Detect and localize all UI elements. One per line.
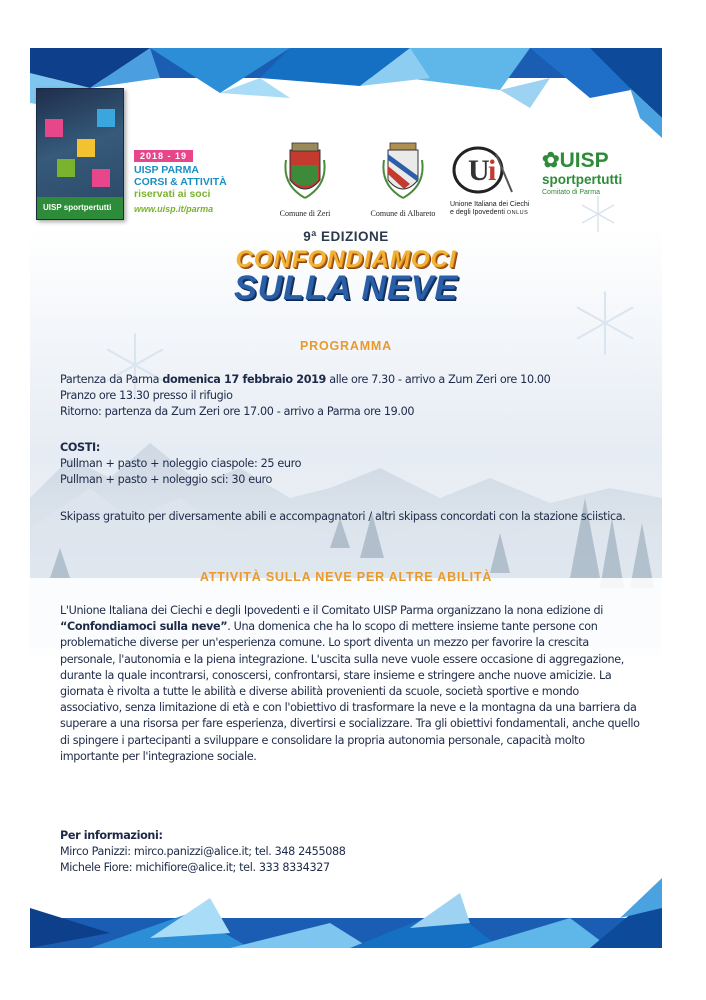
uisp-name: UISP [559, 149, 609, 172]
uici-emblem-icon [450, 144, 520, 194]
brochure-cover-image [36, 88, 124, 220]
programma-block [60, 372, 640, 421]
svg-text:i: i [488, 154, 497, 187]
uici-line2: e degli Ipovedenti [450, 209, 505, 216]
costi-heading: COSTI: [60, 441, 100, 454]
corsi-label: CORSI & ATTIVITÀ [134, 176, 227, 188]
website-label: www.uisp.it/parma [134, 204, 214, 214]
skipass-note: Skipass gratuito per diversamente abili e accompagnatori / altri skipass concordati con la stazione sciistica. [60, 510, 626, 523]
lunch-line: Pranzo ore 13.30 presso il rifugio [60, 389, 233, 403]
uisp-runner-icon: ✿ [542, 149, 560, 172]
contact-mirco: Mirco Panizzi: mirco.panizzi@alice.it; tel. 348 2455088 [60, 845, 346, 859]
departure-date: domenica 17 febbraio 2019 [162, 373, 326, 386]
costi-item-ciaspole: Pullman + pasto + noleggio ciaspole: 25 euro [60, 457, 302, 471]
uisp-committee: Comitato di Parma [542, 189, 600, 196]
departure-post: alle ore 7.30 - arrivo a Zum Zeri ore 10.00 [326, 373, 551, 386]
svg-text:U: U [468, 154, 490, 187]
uisp-parma-label: UISP PARMA [134, 164, 199, 176]
description-intro: L'Unione Italiana dei Ciechi e degli Ipovedenti e il Comitato UISP Parma organizzano la nona edizione di [60, 604, 604, 617]
poster-sheet [30, 48, 662, 948]
albareto-crest-icon [380, 140, 426, 202]
brochure-brand: UISP sportpertutti [43, 203, 112, 212]
costi-block [60, 440, 640, 489]
departure-pre: Partenza da Parma [60, 373, 163, 386]
comune-albareto-label: Comune di Albareto [370, 209, 436, 218]
uisp-corsi-logo [134, 146, 274, 214]
edition-label: 9ª EDIZIONE [303, 229, 389, 244]
zeri-crest-icon [282, 140, 328, 202]
riservati-label: riservati ai soci [134, 188, 211, 200]
programma-heading: PROGRAMMA [300, 339, 392, 353]
uisp-tagline: sportpertutti [542, 172, 623, 187]
description-body: . Una domenica che ha lo scopo di mettere insieme tante persone con problematiche diverse per un'esperienza comune. Lo sport diventa un mezzo per favorire la crescita personale, l'autonomia e la piena integrazione. L'uscita sulla neve vuole essere occasione di aggregazione, durante la quale incontrarsi, conoscersi, confrontarsi, stare insieme e stringere anche nuove amicizie. La giornata è rivolta a tutte le abilità e diverse abilità provenienti da scuole, società sportive e mondo associativo, senza limitazione di età e con l'obiettivo di trasformare la neve e la montagna da una barriera da superare a una risorsa per fare esperienza, divertirsi e socializzare. Tra gli obiettivi fondamentali, anche quello di spingere i partecipanti a sviluppare e consolidare la propria autonomia personale, capacità molto importante per l'integrazione sociale. [60, 620, 640, 763]
uici-line1: Unione Italiana dei Ciechi [450, 201, 530, 208]
info-block [60, 828, 640, 877]
title-line-1: CONFONDIAMOCI [235, 246, 457, 273]
description-paragraph [60, 603, 640, 765]
bottom-geometric-banner [30, 878, 662, 948]
contact-michele: Michele Fiore: michifiore@alice.it; tel. 333 8334327 [60, 861, 330, 875]
comune-albareto-logo [358, 140, 448, 218]
year-badge: 2018 - 19 [134, 150, 193, 162]
info-heading: Per informazioni: [60, 829, 163, 842]
comune-zeri-logo [260, 140, 350, 218]
attivita-heading: ATTIVITÀ SULLA NEVE PER ALTRE ABILITÀ [199, 570, 493, 584]
uici-suffix: ONLUS [506, 210, 529, 216]
title-line-2: SULLA NEVE [233, 269, 459, 307]
uisp-sportpertutti-logo [542, 148, 652, 196]
costi-item-sci: Pullman + pasto + noleggio sci: 30 euro [60, 473, 273, 487]
event-name: “Confondiamoci sulla neve” [60, 620, 228, 634]
return-line: Ritorno: partenza da Zum Zeri ore 17.00 - arrivo a Parma ore 19.00 [60, 405, 415, 419]
sponsor-logos [30, 88, 662, 238]
comune-zeri-label: Comune di Zeri [279, 209, 331, 218]
